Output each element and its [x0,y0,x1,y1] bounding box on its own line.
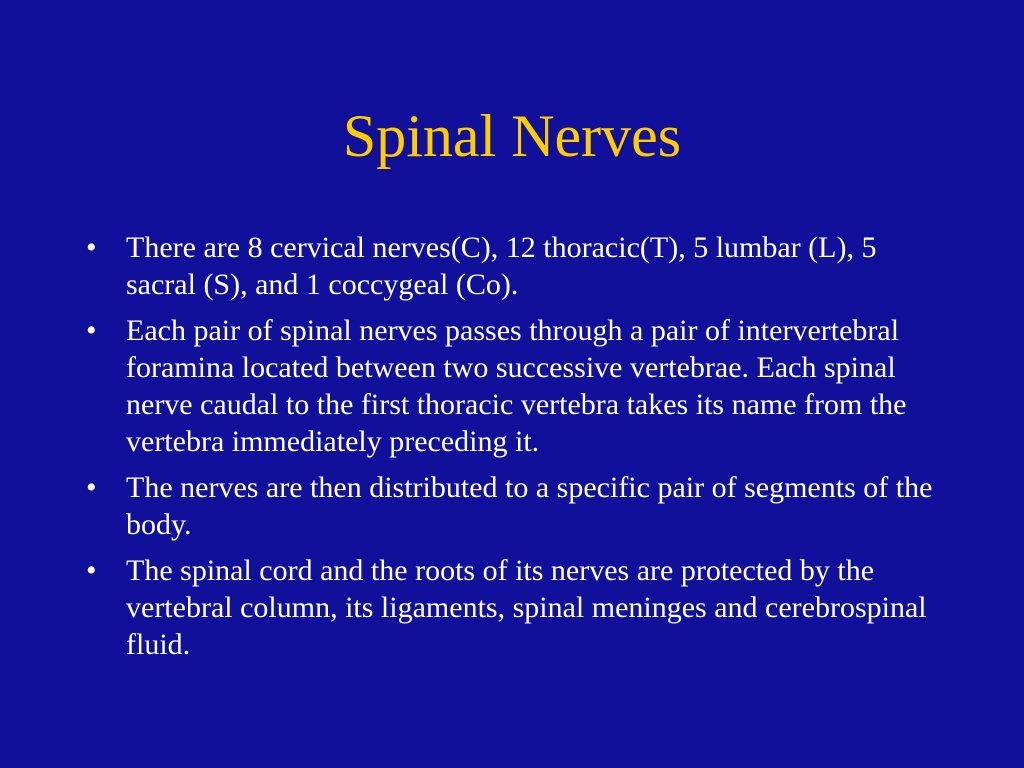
bullet-text: The nerves are then distributed to a specific pair of segments of the body. [126,471,933,541]
bullet-marker: • [86,231,97,264]
slide-title: Spinal Nerves [342,103,682,169]
bullet-item [86,552,946,663]
bullet-list [86,229,946,672]
bullet-item [86,312,946,460]
bullet-item [86,229,946,303]
bullet-text: There are 8 cervical nerves(C), 12 thoracic(T), 5 lumbar (L), 5 sacral (S), and 1 coccygeal (Co). [126,231,877,301]
bullet-text: Each pair of spinal nerves passes through a pair of intervertebral foramina located between two successive vertebrae. Each spinal nerve caudal to the first thoracic vertebra takes its name from the vertebra immediately preceding it. [126,314,907,458]
bullet-marker: • [86,314,97,347]
bullet-text: The spinal cord and the roots of its nerves are protected by the vertebral column, its ligaments, spinal meninges and cerebrospinal fluid. [126,554,927,661]
bullet-item [86,469,946,543]
bullet-marker: • [86,471,97,504]
bullet-marker: • [86,554,97,587]
